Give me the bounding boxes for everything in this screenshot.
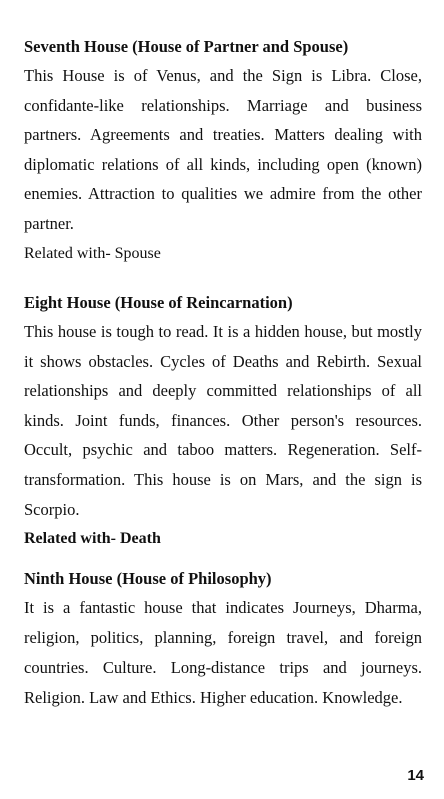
- seventh-house-section: [24, 32, 422, 268]
- eighth-house-section: [24, 288, 422, 553]
- section-body: This House is of Venus, and the Sign is Libra. Close, confidante-like relationships. Marriage and business partners. Agreements and treaties. Matters dealing with diplomatic relations of all kinds, including open (known) enemies. Attraction to qualities we admire from the other partner.: [24, 66, 422, 233]
- section-heading: Eight House (House of Reincarnation): [24, 293, 293, 312]
- related-with-line: Related with- Death: [24, 530, 161, 548]
- section-heading: Seventh House (House of Partner and Spouse): [24, 37, 349, 56]
- section-heading: Ninth House (House of Philosophy): [24, 569, 272, 588]
- section-body: It is a fantastic house that indicates Journeys, Dharma, religion, politics, planning, foreign travel, and foreign countries. Culture. Long-distance trips and journeys. Religion. Law and Ethics. Higher education. Knowledge.: [24, 598, 422, 707]
- related-with-line: Related with- Spouse: [24, 244, 161, 262]
- page-number: 14: [407, 767, 424, 784]
- ninth-house-section: [24, 564, 422, 713]
- section-body: This house is tough to read. It is a hidden house, but mostly it shows obstacles. Cycles of Deaths and Rebirth. Sexual relationships and deeply committed relationships of all kinds. Joint funds, finances. Other person's resources. Occult, psychic and taboo matters. Regeneration. Self-transformation. This house is on Mars, and the sign is Scorpio.: [24, 322, 422, 519]
